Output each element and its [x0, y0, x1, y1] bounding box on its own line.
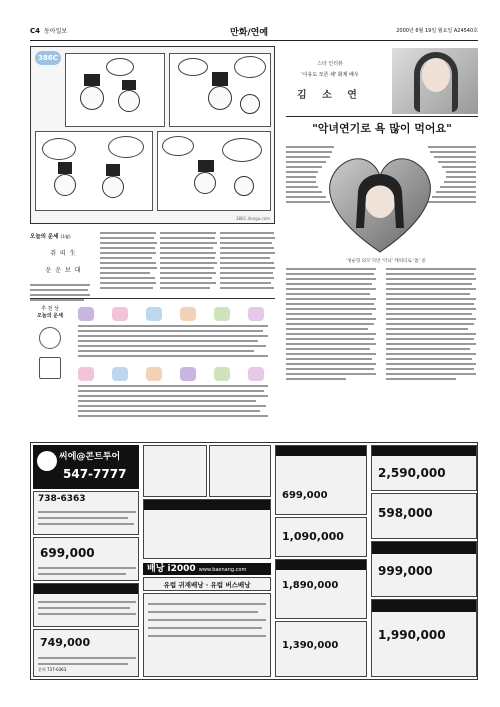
comic-strip [30, 46, 275, 224]
ad-baenang: 배낭 i2000 www.baenang.com [143, 563, 271, 575]
ad-box-rc-3: 1,890,000 [275, 559, 367, 619]
ad-logo-icon [37, 451, 57, 471]
interview-article [286, 46, 478, 436]
ad-cyber-tour: 씨에@콘트투어 547-7777 [33, 445, 139, 489]
zodiac-icon [180, 307, 196, 321]
ad-box-left-4: 749,000 문의 737-6363 [33, 629, 139, 677]
ad-box-right-2: 598,000 [371, 493, 477, 539]
horoscope-section [30, 298, 275, 428]
ad-box-rc-2: 1,090,000 [275, 517, 367, 557]
comic-panel-1 [65, 53, 165, 127]
ad-box-center-2 [209, 445, 271, 497]
fortune-line-2: 운 운 보 대 [45, 267, 82, 274]
fortune-title: 오늘의 운세 (1월) [30, 234, 71, 240]
portrait-photo [392, 48, 478, 114]
text-column-1 [100, 232, 158, 289]
article-headline: "악녀연기로 욕 많이 먹어요" [312, 122, 452, 135]
horoscope-text-1 [78, 325, 273, 357]
issue-date: 2000년 6월 19일 월요일 A24540호 [396, 28, 478, 34]
zodiac-icon [78, 367, 94, 381]
text-column-2 [160, 232, 218, 289]
ad-box-rc-1: 699,000 [275, 445, 367, 515]
page-header [30, 26, 478, 38]
comic-panel-2 [169, 53, 271, 127]
fortune-box [30, 232, 97, 301]
heart-photo [320, 148, 440, 258]
interviewee-name: 김 소 연 [297, 90, 363, 101]
text-column-3 [220, 232, 278, 289]
zodiac-icon [248, 367, 264, 381]
zodiac-icon [180, 367, 196, 381]
ad-box-center-3 [143, 499, 271, 559]
horoscope-emblem [39, 327, 61, 349]
classified-ads [30, 442, 478, 680]
article-kicker: 스타 인터뷰 '이유도 모른 채' 화제 배우 김 소 연 [288, 60, 372, 101]
ad-box-rc-4: 1,390,000 [275, 621, 367, 677]
ad-box-right-3: 999,000 [371, 541, 477, 597]
paper-name: 동아일보 [44, 28, 68, 35]
zodiac-icon [248, 307, 264, 321]
photo-caption: '청순형 외모'지만 '악녀' 캐릭터로 '톱' 중 [346, 259, 426, 264]
ad-box-left-3 [33, 583, 139, 627]
zodiac-icon [112, 367, 128, 381]
comic-panel-3 [35, 131, 153, 211]
fortune-line-1: 쥐 띠 生 [50, 250, 77, 257]
article-text-lower-right [386, 268, 478, 380]
zodiac-icon [78, 307, 94, 321]
horoscope-logo [39, 357, 61, 379]
article-text-lower-left [286, 268, 378, 380]
comic-panel-4 [157, 131, 271, 211]
zodiac-icon [214, 367, 230, 381]
comic-logo: 386C [35, 51, 61, 65]
zodiac-icon [112, 307, 128, 321]
ad-box-left-2: 699,000 [33, 537, 139, 581]
zodiac-icon [214, 307, 230, 321]
horoscope-text-2 [78, 385, 273, 417]
ad-box-left-1: 738-6363 [33, 491, 139, 535]
ad-box-center-4 [143, 593, 271, 677]
ad-box-center-1 [143, 445, 207, 497]
header-rule [30, 40, 478, 41]
ad-box-right-4: 1,990,000 [371, 599, 477, 677]
section-title: 만화/연예 [230, 28, 269, 38]
horoscope-side: 추 천 상 오늘의 운세 [30, 305, 70, 387]
ad-baenang-sub: 유럽 귀재배낭 · 유럽 버스배낭 [143, 577, 271, 591]
page-number: C4 동아일보 [30, 27, 68, 35]
zodiac-icon [146, 307, 162, 321]
ad-box-right-1: 2,590,000 [371, 445, 477, 491]
comic-credit: 386C.donga.com [235, 216, 270, 221]
zodiac-icon [146, 367, 162, 381]
